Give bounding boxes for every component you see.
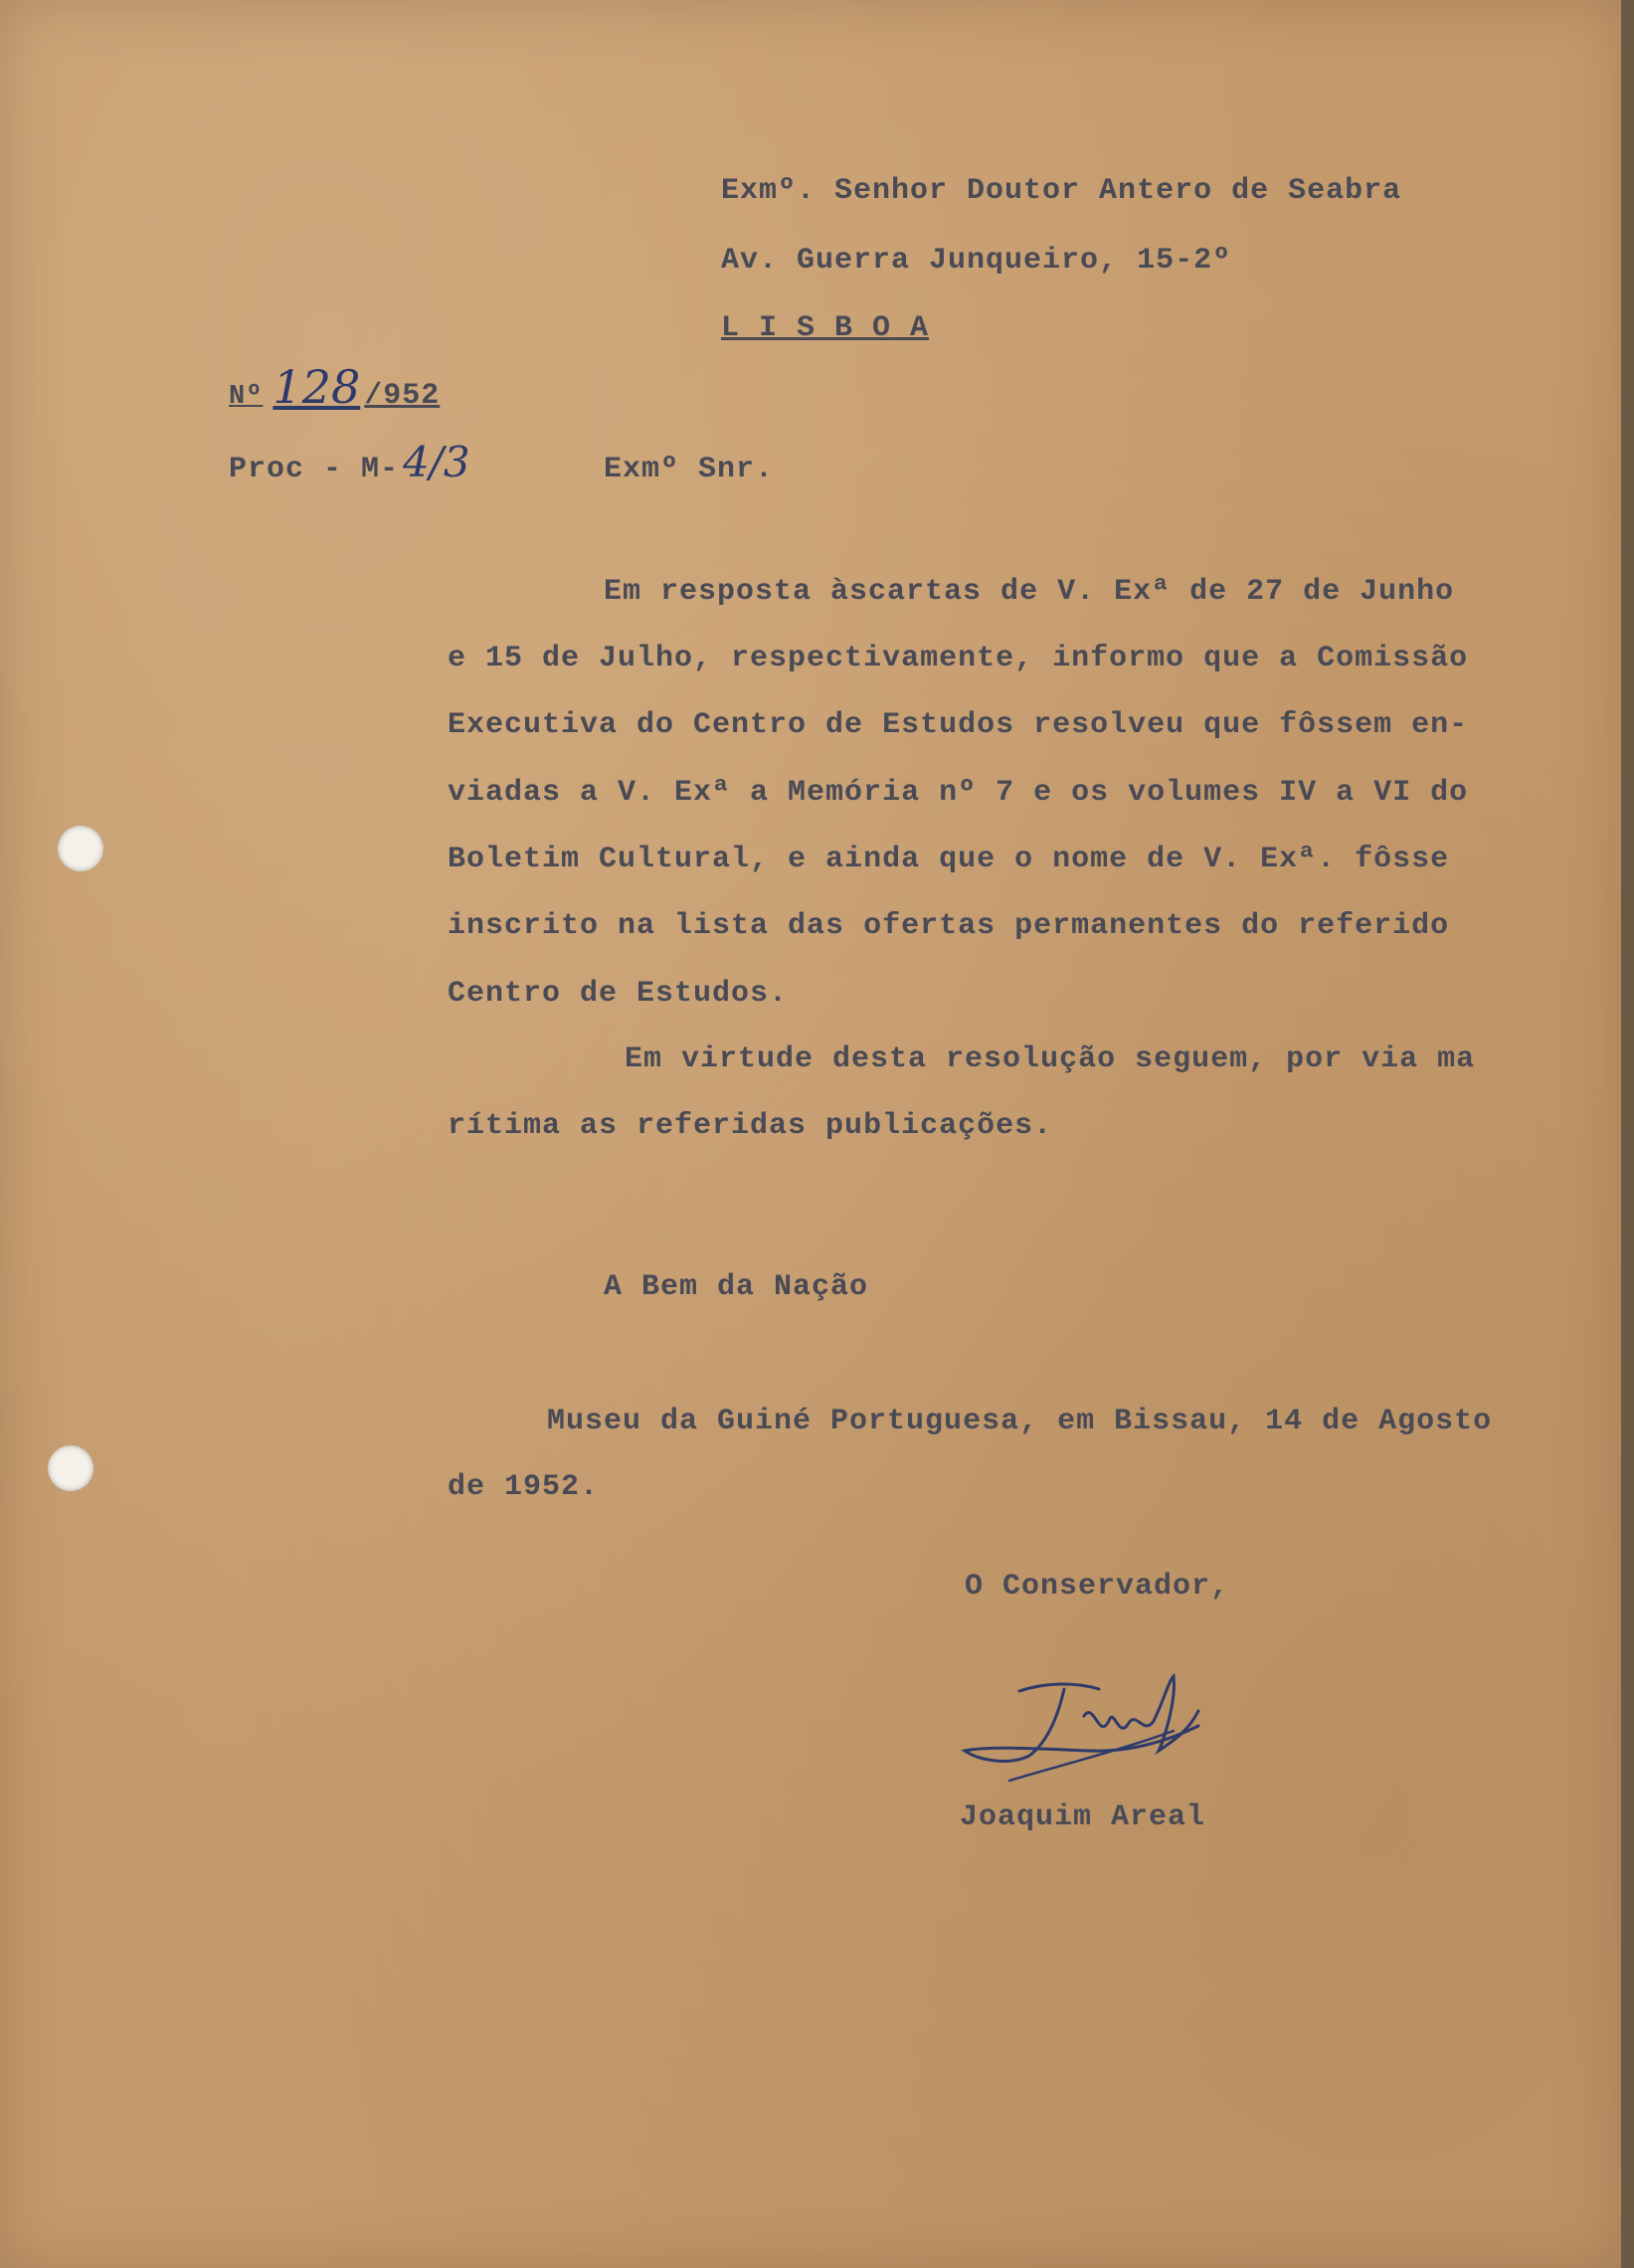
recipient-name: Exmº. Senhor Doutor Antero de Seabra [721, 174, 1402, 208]
closing-formula: A Bem da Nação [604, 1270, 869, 1304]
body-line: Boletim Cultural, e ainda que o nome de V. Exª. fôsse [448, 843, 1450, 876]
body-line: Centro de Estudos. [448, 977, 789, 1011]
punch-hole-bottom [48, 1445, 93, 1491]
recipient-address: Av. Guerra Junqueiro, 15-2º [721, 244, 1232, 278]
body-line: Em virtude desta resolução seguem, por via ma [625, 1042, 1476, 1076]
reference-number [229, 360, 440, 414]
body-line: Executiva do Centro de Estudos resolveu que fôssem en- [448, 708, 1469, 742]
handwritten-signature [960, 1671, 1228, 1800]
body-line: Em resposta àscartas de V. Exª de 27 de Junho [604, 575, 1455, 609]
signer-title: O Conservador, [965, 1570, 1230, 1604]
body-line: inscrito na lista das ofertas permanentes do referido [448, 909, 1450, 943]
recipient-city: L I S B O A [721, 311, 930, 345]
place-date-line: de 1952. [448, 1470, 600, 1504]
signer-name: Joaquim Areal [960, 1800, 1206, 1834]
body-line: viadas a V. Exª a Memória nº 7 e os volumes IV a VI do [448, 776, 1469, 810]
salutation: Exmº Snr. [604, 453, 775, 486]
reference-number-handwritten: 128 [272, 360, 361, 414]
process-prefix: Proc - M- [229, 453, 400, 486]
process-handwritten: 4/3 [403, 438, 470, 486]
process-reference [229, 438, 470, 486]
body-line: rítima as referidas publicações. [448, 1109, 1053, 1143]
place-date-line: Museu da Guiné Portuguesa, em Bissau, 14 de Agosto [547, 1405, 1493, 1438]
punch-hole-top [58, 826, 103, 871]
reference-number-suffix: /952 [364, 379, 441, 413]
reference-number-prefix: Nº [229, 382, 264, 412]
body-line: e 15 de Julho, respectivamente, informo que a Comissão [448, 642, 1469, 675]
